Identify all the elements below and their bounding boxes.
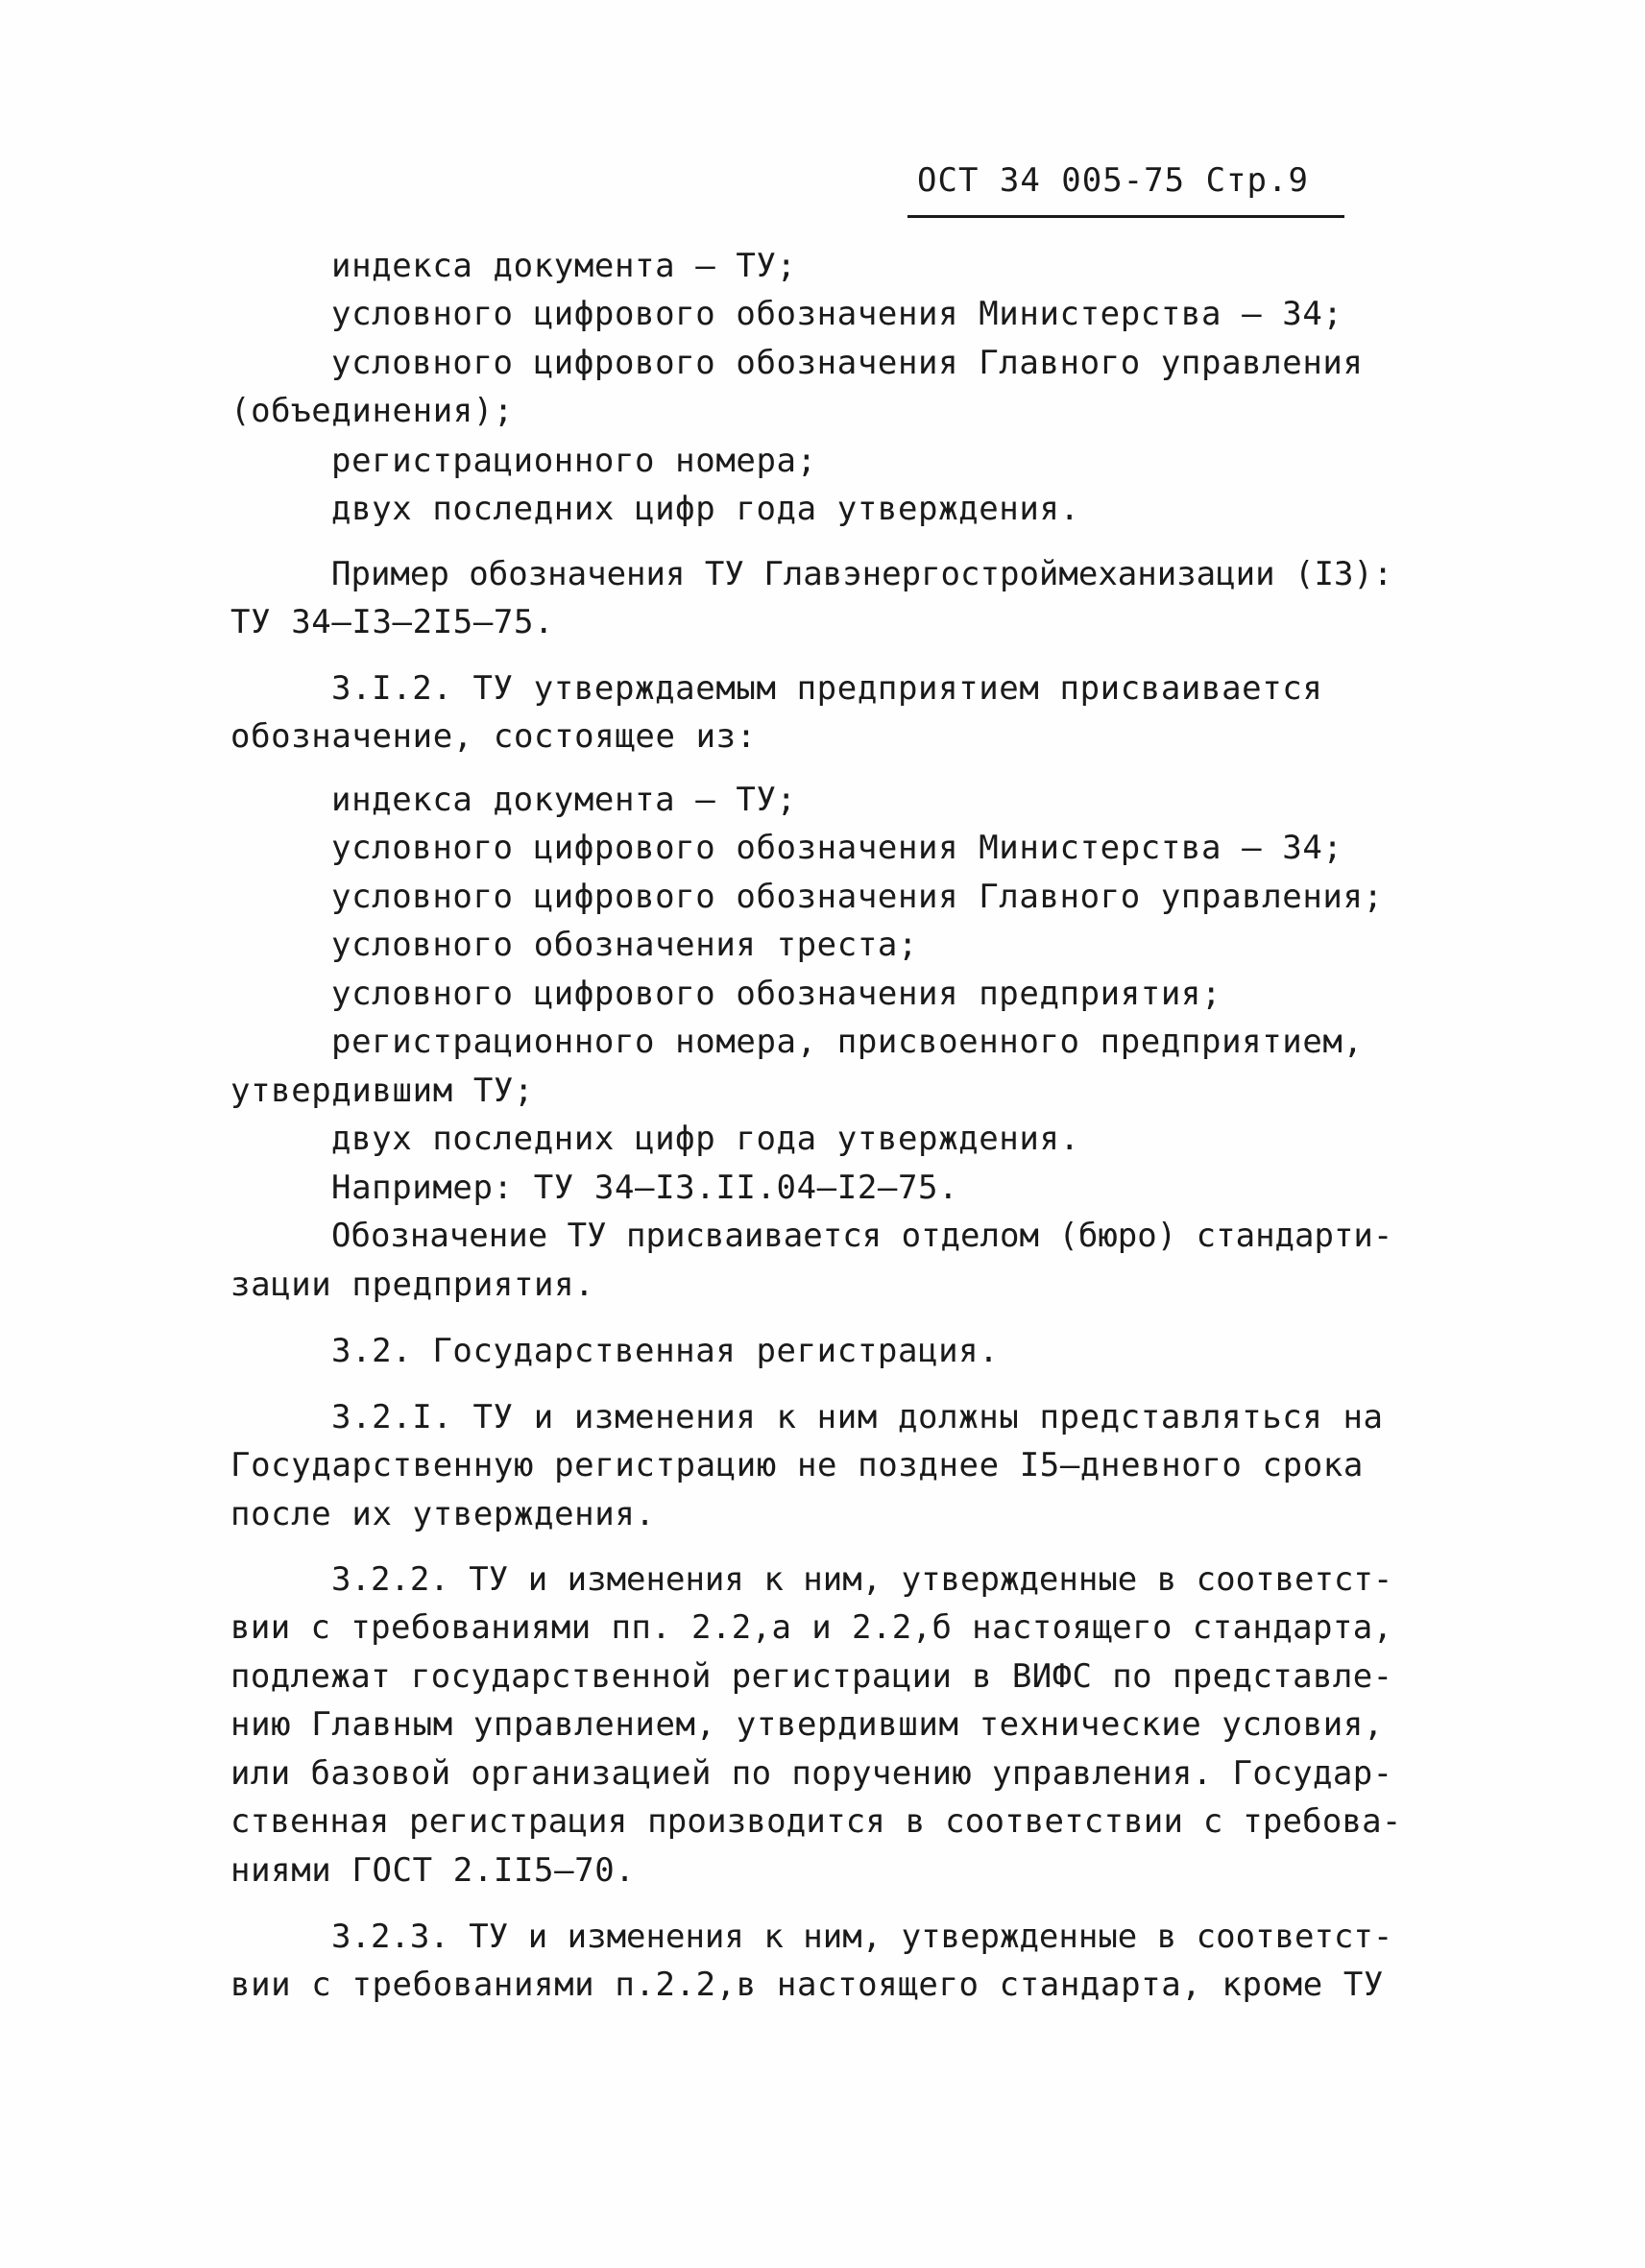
text-line: 3.2.2. ТУ и изменения к ним, утвержденные в соответст- xyxy=(331,1560,1393,1599)
text-line: 3.I.2. ТУ утверждаемым предприятием присваивается xyxy=(331,669,1323,708)
text-line: условного цифрового обозначения Министерства – 34; xyxy=(331,829,1343,867)
text-line: вии с требованиями пп. 2.2,а и 2.2,б настоящего стандарта, xyxy=(230,1608,1393,1647)
text-line: вии с требованиями п.2.2,в настоящего стандарта, кроме ТУ xyxy=(230,1966,1384,2004)
text-line: ственная регистрация производится в соответствии с требова- xyxy=(230,1802,1402,1841)
text-line: (объединения); xyxy=(230,392,514,430)
text-line: Пример обозначения ТУ Главэнергостроймеханизации (I3): xyxy=(331,555,1393,593)
text-line: Например: ТУ 34–I3.II.04–I2–75. xyxy=(331,1169,959,1207)
text-line: Обозначение ТУ присваивается отделом (бюро) стандарти- xyxy=(331,1217,1393,1255)
text-line: 3.2.3. ТУ и изменения к ним, утвержденные в соответст- xyxy=(331,1918,1393,1956)
text-line: зации предприятия. xyxy=(230,1266,595,1304)
text-line: индекса документа – ТУ; xyxy=(331,247,797,285)
text-line: 3.2. Государственная регистрация. xyxy=(331,1332,1000,1370)
text-line: утвердившим ТУ; xyxy=(230,1072,535,1110)
text-line: условного цифрового обозначения Главного управления xyxy=(331,344,1364,382)
text-line: ниями ГОСТ 2.II5–70. xyxy=(230,1851,636,1890)
text-line: условного цифрового обозначения Министерства – 34; xyxy=(331,295,1343,333)
text-line: регистрационного номера; xyxy=(331,442,817,480)
text-line: нию Главным управлением, утвердившим технические условия, xyxy=(230,1705,1384,1744)
header-underline xyxy=(907,215,1344,218)
text-line: обозначение, состоящее из: xyxy=(230,717,757,756)
text-line: 3.2.I. ТУ и изменения к ним должны представляться на xyxy=(331,1398,1384,1436)
text-line: или базовой организацией по поручению управления. Государ- xyxy=(230,1754,1393,1793)
text-line: ТУ 34–I3–2I5–75. xyxy=(230,603,555,641)
text-line: двух последних цифр года утверждения. xyxy=(331,490,1080,528)
text-line: регистрационного номера, присвоенного предприятием, xyxy=(331,1023,1364,1061)
header-text: ОСТ 34 005-75 Стр.9 xyxy=(917,161,1309,200)
text-line: после их утверждения. xyxy=(230,1495,656,1533)
text-line: индекса документа – ТУ; xyxy=(331,781,797,819)
page-header xyxy=(907,161,1344,200)
text-line: условного цифрового обозначения Главного управления; xyxy=(331,878,1384,916)
text-line: подлежат государственной регистрации в ВИФС по представле- xyxy=(230,1657,1393,1696)
text-line: Государственную регистрацию не позднее I5–дневного срока xyxy=(230,1446,1364,1484)
text-line: двух последних цифр года утверждения. xyxy=(331,1120,1080,1158)
text-line: условного обозначения треста; xyxy=(331,926,919,964)
text-line: условного цифрового обозначения предприятия; xyxy=(331,975,1222,1013)
